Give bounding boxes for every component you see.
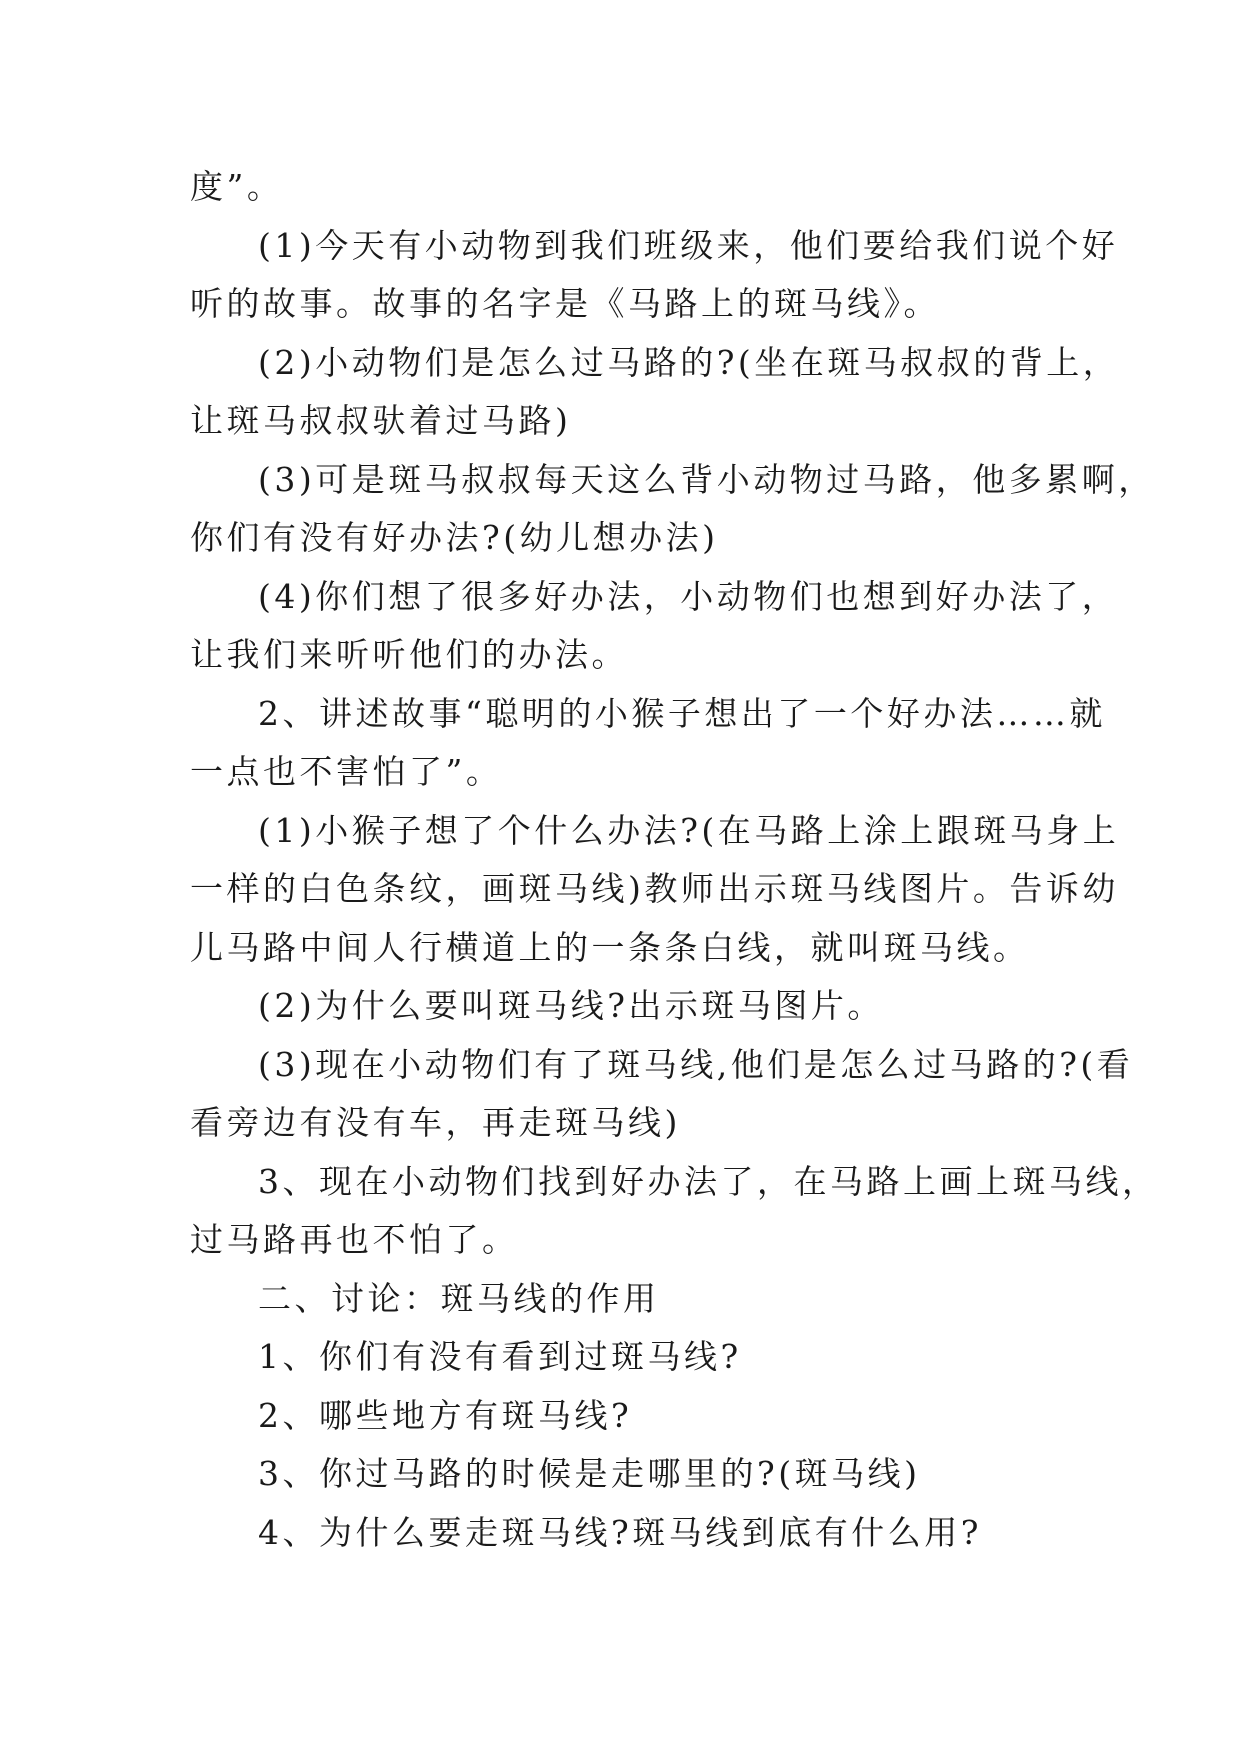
paragraph-step-2-2 (190, 977, 1060, 1036)
text-line: (4)你们想了很多好办法，小动物们也想到好办法了， (258, 576, 1119, 616)
text-line: (2)为什么要叫斑马线?出示斑马图片。 (258, 986, 884, 1025)
text-line: 4、为什么要走斑马线?斑马线到底有什么用? (258, 1512, 982, 1552)
text-line: (2)小动物们是怎么过马路的?(坐在斑马叔叔的背上， (258, 342, 1120, 382)
text-line: (1)小猴子想了个什么办法?(在马路上涂上跟斑马身上 (258, 810, 1120, 850)
text-line: 让斑马叔叔驮着过马路) (190, 401, 572, 440)
paragraph-question-4 (190, 1504, 1060, 1563)
paragraph-step-1-1 (190, 217, 1119, 334)
text-line: 过马路再也不怕了。 (190, 1220, 519, 1259)
text-line: 1、你们有没有看到过斑马线? (258, 1337, 742, 1376)
document-page (190, 158, 1159, 1562)
paragraph-step-2-3 (190, 1036, 1134, 1153)
text-line: 度”。 (190, 167, 284, 206)
text-line: 儿马路中间人行横道上的一条条白线，就叫斑马线。 (190, 927, 1030, 967)
text-line: (1)今天有小动物到我们班级来，他们要给我们说个好 (258, 225, 1119, 265)
text-line: 让我们来听听他们的办法。 (190, 635, 628, 674)
text-line: 你们有没有好办法?(幼儿想办法) (190, 518, 719, 557)
text-line: 2、哪些地方有斑马线? (258, 1395, 633, 1435)
paragraph-step-1-2 (190, 334, 1120, 451)
paragraph-step-1-3 (190, 451, 1155, 568)
paragraph-question-1 (190, 1328, 1060, 1387)
paragraph-continuation (190, 158, 1060, 217)
text-line: 一样的白色条纹，画斑马线)教师出示斑马线图片。告诉幼 (190, 869, 1119, 908)
paragraph-question-2 (190, 1387, 1060, 1446)
paragraph-question-3 (190, 1445, 1060, 1504)
text-line: 3、现在小动物们找到好办法了，在马路上画上斑马线， (258, 1161, 1159, 1201)
text-line: (3)现在小动物们有了斑马线,他们是怎么过马路的?(看 (258, 1044, 1134, 1084)
text-line: 看旁边有没有车，再走斑马线) (190, 1103, 681, 1142)
paragraph-step-3 (190, 1153, 1159, 1270)
section-heading (190, 1270, 1060, 1329)
paragraph-step-1-4 (190, 568, 1119, 685)
paragraph-step-2 (190, 685, 1106, 802)
text-line: 一点也不害怕了”。 (190, 752, 503, 791)
text-line: 听的故事。故事的名字是《马路上的斑马线》。 (190, 284, 940, 323)
text-line: (3)可是斑马叔叔每天这么背小动物过马路，他多累啊， (258, 459, 1155, 499)
paragraph-step-2-1 (190, 802, 1120, 978)
text-line: 2、讲述故事“聪明的小猴子想出了一个好办法……就 (258, 693, 1106, 733)
text-line: 二、讨论：斑马线的作用 (258, 1278, 660, 1318)
text-line: 3、你过马路的时候是走哪里的?(斑马线) (258, 1454, 921, 1493)
